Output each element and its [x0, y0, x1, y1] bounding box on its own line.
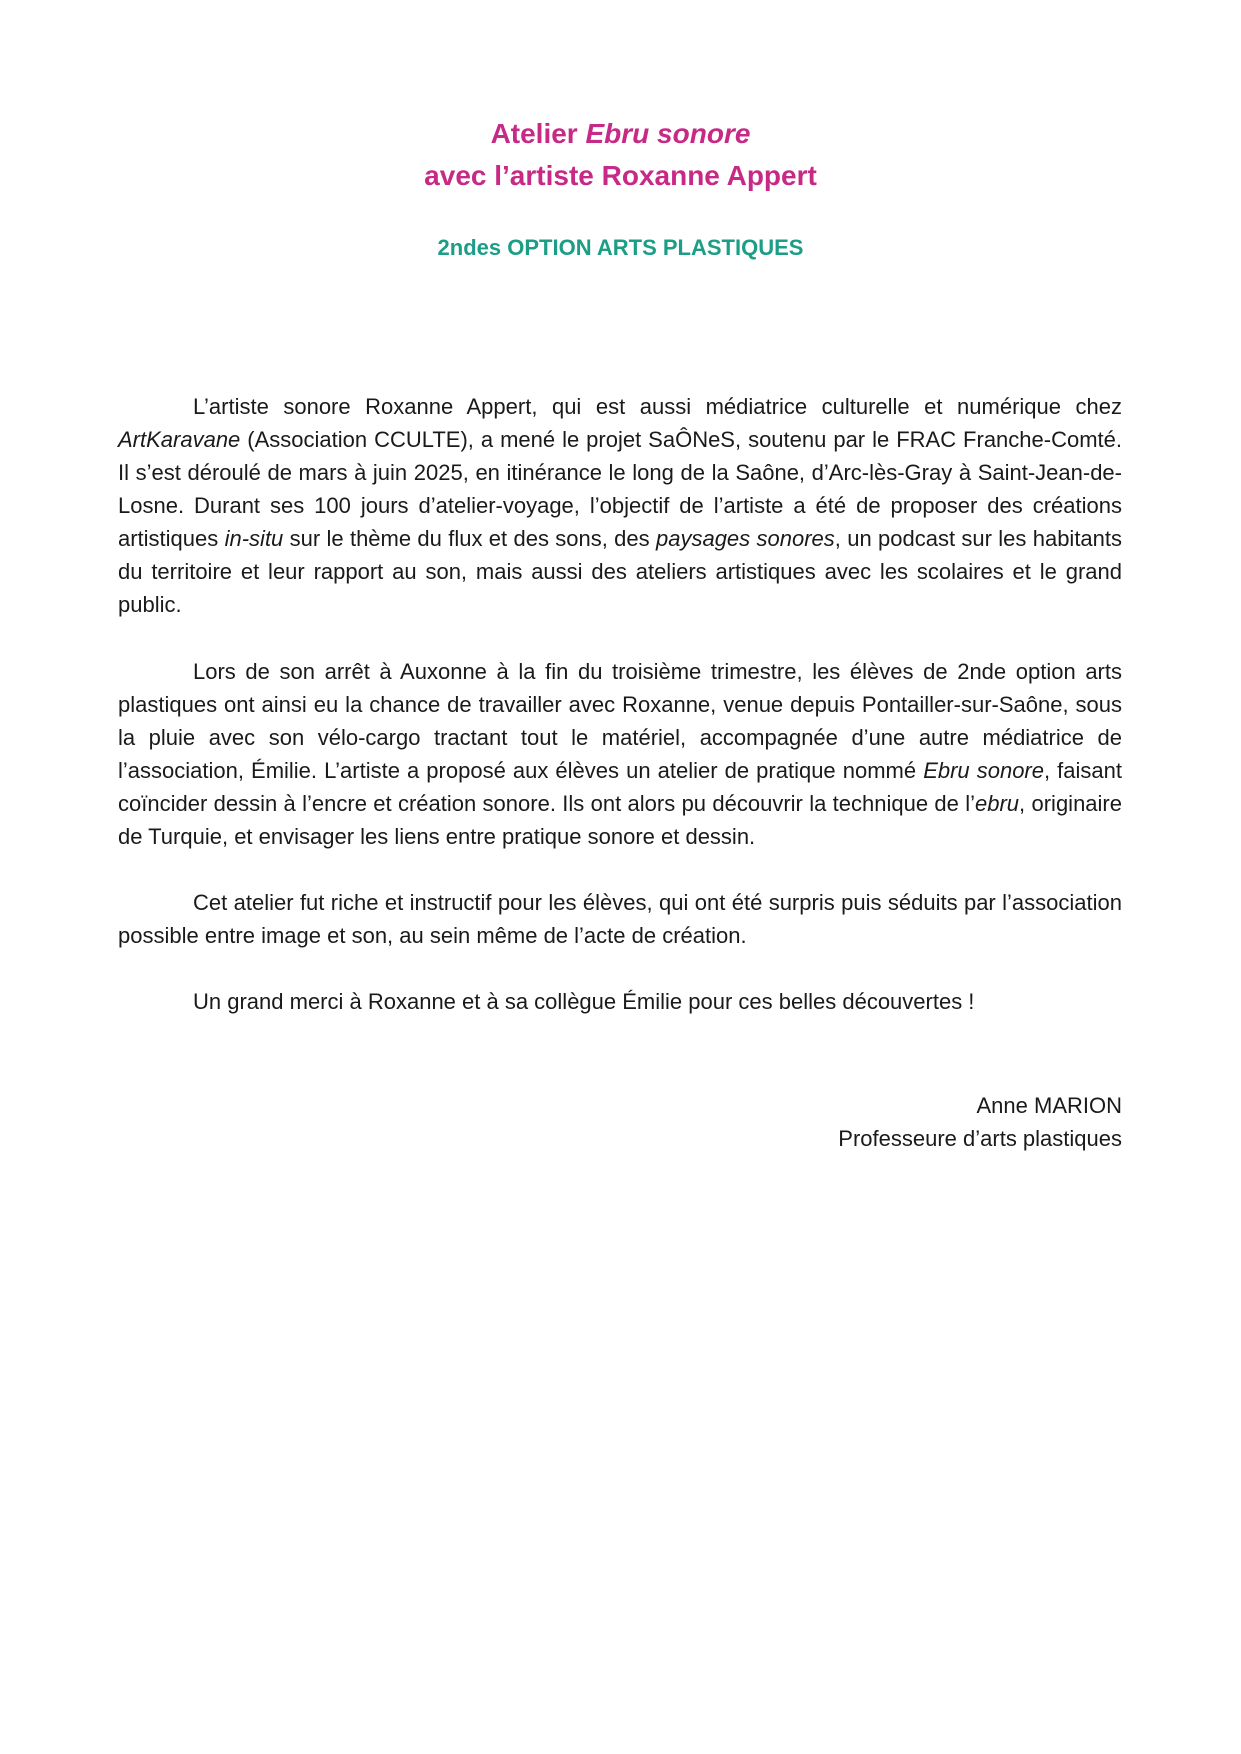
title-italic: Ebru sonore — [585, 118, 751, 149]
p1-text-4: , un podcast sur les habitants du territoire et leur rapport au son, mais aussi des ateliers artistiques avec les scolaires et le grand public. — [118, 526, 1123, 617]
p2-text-2: , faisant coïncider dessin à l’encre et création sonore. Ils ont alors pu découvrir la technique de l’ — [118, 758, 1123, 816]
p1-text-1: L’artiste sonore Roxanne Appert, qui est aussi médiatrice culturelle et numérique chez — [193, 394, 1122, 419]
signature-name: Anne MARION — [976, 1093, 1122, 1118]
title-line-2: avec l’artiste Roxanne Appert — [424, 160, 817, 191]
document-title — [0, 113, 1241, 197]
paragraph-1 — [118, 390, 1122, 621]
p1-text-3: sur le thème du flux et des sons, des — [283, 526, 656, 551]
p2-italic-1: Ebru sonore — [923, 758, 1044, 783]
p1-italic-1: ArtKaravane — [118, 427, 241, 452]
p1-text-2: (Association CCULTE), a mené le projet SaÔNeS, soutenu par le FRAC Franche-Comté. Il s’est déroulé de mars à juin 2025, en itinérance le long de la Saône, d’Arc-lès-Gray à Saint-Jean-de-Losne. Durant ses 100 jours d’atelier-voyage, l’objectif de l’artiste a été de proposer des créations artistiques — [118, 427, 1122, 551]
paragraph-3: Cet atelier fut riche et instructif pour les élèves, qui ont été surpris puis séduits par l’association possible entre image et son, au sein même de l’acte de création. — [118, 890, 1122, 948]
title-line-1 — [0, 113, 1241, 155]
document-subtitle: 2ndes OPTION ARTS PLASTIQUES — [437, 235, 804, 260]
paragraph-2 — [118, 655, 1122, 853]
p1-italic-3: paysages sonores — [655, 526, 835, 551]
title-prefix: Atelier — [490, 118, 586, 149]
p1-italic-2: in-situ — [224, 526, 284, 551]
signature-block — [600, 1089, 1122, 1155]
p2-text-1: Lors de son arrêt à Auxonne à la fin du troisième trimestre, les élèves de 2nde option arts plastiques ont ainsi eu la chance de travailler avec Roxanne, venue depuis Pontailler-sur-Saône, sous la pluie avec son vélo-cargo tractant tout le matériel, accompagnée d’une autre médiatrice de l’association, Émilie. L’artiste a proposé aux élèves un atelier de pratique nommé — [118, 659, 1122, 783]
p2-text-3: , originaire de Turquie, et envisager les liens entre pratique sonore et dessin. — [118, 791, 1122, 849]
p2-italic-2: ebru — [975, 791, 1020, 816]
paragraph-4: Un grand merci à Roxanne et à sa collègue Émilie pour ces belles découvertes ! — [193, 989, 975, 1014]
signature-role: Professeure d’arts plastiques — [838, 1126, 1122, 1151]
